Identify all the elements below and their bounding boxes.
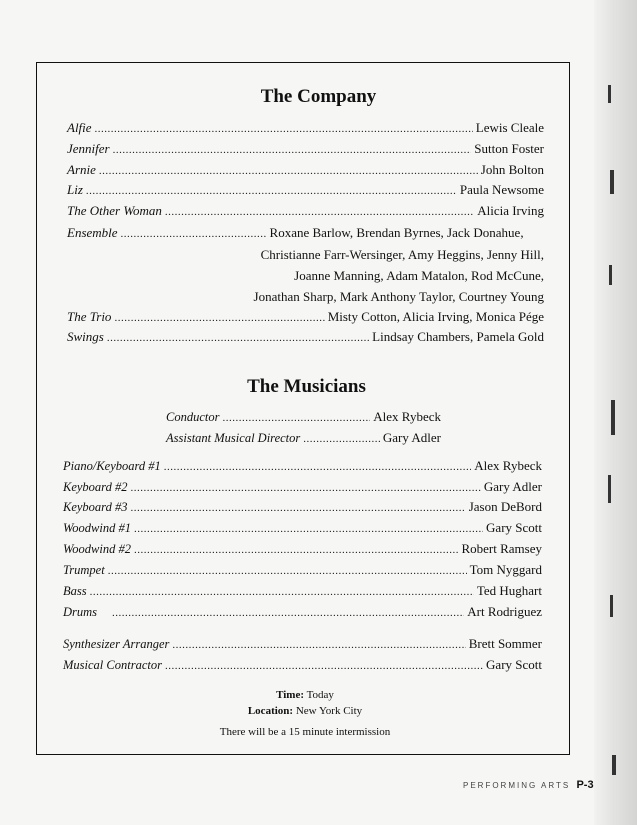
cast-role: Arnie bbox=[67, 162, 96, 177]
leader-dots bbox=[134, 524, 483, 535]
musician-role: Bass bbox=[63, 584, 87, 598]
leader-dots bbox=[172, 640, 465, 651]
leader-dots bbox=[303, 434, 380, 445]
leader-dots bbox=[113, 145, 472, 156]
credit-role: Synthesizer Arranger bbox=[63, 637, 170, 651]
leader-dots bbox=[121, 229, 267, 240]
time-value: Today bbox=[306, 689, 334, 701]
leader-dots bbox=[130, 483, 480, 494]
edge-mark bbox=[608, 475, 611, 503]
ensemble-line: Christianne Farr-Wersinger, Amy Heggins, Jenny Hill, bbox=[260, 247, 544, 262]
musician-row bbox=[63, 480, 542, 494]
cast-role: Swings bbox=[67, 329, 104, 344]
musician-row bbox=[63, 459, 542, 473]
leader-dots bbox=[95, 124, 473, 135]
intermission-note: There will be a 15 minute intermission bbox=[219, 726, 391, 738]
credit-name: Gary Scott bbox=[486, 657, 542, 672]
cast-name: Roxane Barlow, Brendan Byrnes, Jack Donahue, bbox=[269, 225, 524, 240]
page-footer bbox=[463, 779, 594, 791]
leader-dots bbox=[164, 462, 471, 473]
section-name: PERFORMING ARTS bbox=[463, 781, 571, 790]
credit-name: Brett Sommer bbox=[468, 636, 542, 651]
musician-row bbox=[63, 542, 542, 556]
musician-role: Drums bbox=[63, 605, 98, 619]
cast-name: Lewis Cleale bbox=[475, 120, 544, 135]
musician-name: Gary Adler bbox=[483, 479, 542, 494]
musician-row bbox=[63, 563, 542, 577]
musician-name: Robert Ramsey bbox=[461, 541, 542, 556]
musician-row bbox=[166, 410, 441, 424]
musician-role: Keyboard #3 bbox=[63, 500, 128, 514]
cast-row bbox=[67, 142, 544, 156]
cast-name: Lindsay Chambers, Pamela Gold bbox=[372, 329, 544, 344]
leader-dots bbox=[107, 333, 369, 344]
cast-row bbox=[67, 310, 544, 324]
cast-name: John Bolton bbox=[480, 162, 544, 177]
leader-dots bbox=[112, 608, 464, 619]
musician-name: Gary Scott bbox=[486, 520, 542, 535]
musician-role: Assistant Musical Director bbox=[166, 431, 301, 445]
cast-name: Paula Newsome bbox=[459, 182, 544, 197]
credit-row bbox=[63, 658, 542, 672]
ensemble-line: Jonathan Sharp, Mark Anthony Taylor, Courtney Young bbox=[253, 289, 544, 304]
leader-dots bbox=[222, 413, 370, 424]
cast-role: Jennifer bbox=[67, 141, 110, 156]
location-value: New York City bbox=[295, 705, 363, 717]
musician-row bbox=[63, 605, 542, 619]
musician-role: Piano/Keyboard #1 bbox=[63, 459, 161, 473]
musician-row bbox=[63, 584, 542, 598]
credit-role: Musical Contractor bbox=[63, 658, 162, 672]
leader-dots bbox=[165, 207, 474, 218]
cast-name: Sutton Foster bbox=[474, 141, 544, 156]
time-line bbox=[0, 690, 610, 701]
cast-row bbox=[67, 226, 544, 240]
cast-row bbox=[67, 330, 544, 344]
musician-row bbox=[63, 500, 542, 514]
musician-name: Jason DeBord bbox=[468, 499, 542, 514]
cast-role: The Other Woman bbox=[67, 203, 162, 218]
cast-name: Misty Cotton, Alicia Irving, Monica Pége bbox=[327, 309, 544, 324]
musician-role: Woodwind #1 bbox=[63, 521, 131, 535]
leader-dots bbox=[108, 566, 467, 577]
page-number: P-3 bbox=[576, 779, 594, 791]
musician-name: Tom Nyggard bbox=[469, 562, 542, 577]
leader-dots bbox=[86, 186, 457, 197]
edge-mark bbox=[610, 170, 614, 194]
musician-row bbox=[166, 431, 441, 445]
musician-role: Conductor bbox=[166, 410, 220, 424]
time-label: Time: bbox=[276, 689, 304, 701]
company-title: The Company bbox=[260, 86, 377, 107]
musician-role: Trumpet bbox=[63, 563, 105, 577]
credit-row bbox=[63, 637, 542, 651]
edge-mark bbox=[610, 595, 613, 617]
musician-name: Ted Hughart bbox=[476, 583, 542, 598]
musician-name: Art Rodriguez bbox=[467, 604, 542, 619]
cast-row bbox=[67, 163, 544, 177]
leader-dots bbox=[90, 587, 474, 598]
leader-dots bbox=[165, 661, 483, 672]
musician-name: Alex Rybeck bbox=[373, 409, 441, 424]
cast-row bbox=[67, 204, 544, 218]
musician-role: Woodwind #2 bbox=[63, 542, 131, 556]
cast-role: The Trio bbox=[67, 309, 112, 324]
edge-mark bbox=[612, 755, 616, 775]
leader-dots bbox=[114, 313, 324, 324]
musician-role: Keyboard #2 bbox=[63, 480, 128, 494]
cast-name: Alicia Irving bbox=[477, 203, 544, 218]
cast-role: Alfie bbox=[67, 120, 92, 135]
cast-row bbox=[67, 121, 544, 135]
musician-row bbox=[63, 521, 542, 535]
musician-name: Gary Adler bbox=[382, 430, 441, 445]
leader-dots bbox=[134, 545, 459, 556]
cast-role: Liz bbox=[67, 182, 83, 197]
scan-page-edge bbox=[594, 0, 637, 825]
location-line bbox=[0, 706, 610, 717]
location-label: Location: bbox=[247, 705, 294, 717]
musicians-title: The Musicians bbox=[247, 376, 366, 397]
cast-row bbox=[67, 183, 544, 197]
musician-name: Alex Rybeck bbox=[474, 458, 542, 473]
ensemble-line: Joanne Manning, Adam Matalon, Rod McCune, bbox=[294, 268, 544, 283]
leader-dots bbox=[99, 166, 478, 177]
leader-dots bbox=[130, 503, 465, 514]
edge-mark bbox=[609, 265, 612, 285]
edge-mark bbox=[611, 400, 615, 435]
cast-role: Ensemble bbox=[67, 225, 118, 240]
